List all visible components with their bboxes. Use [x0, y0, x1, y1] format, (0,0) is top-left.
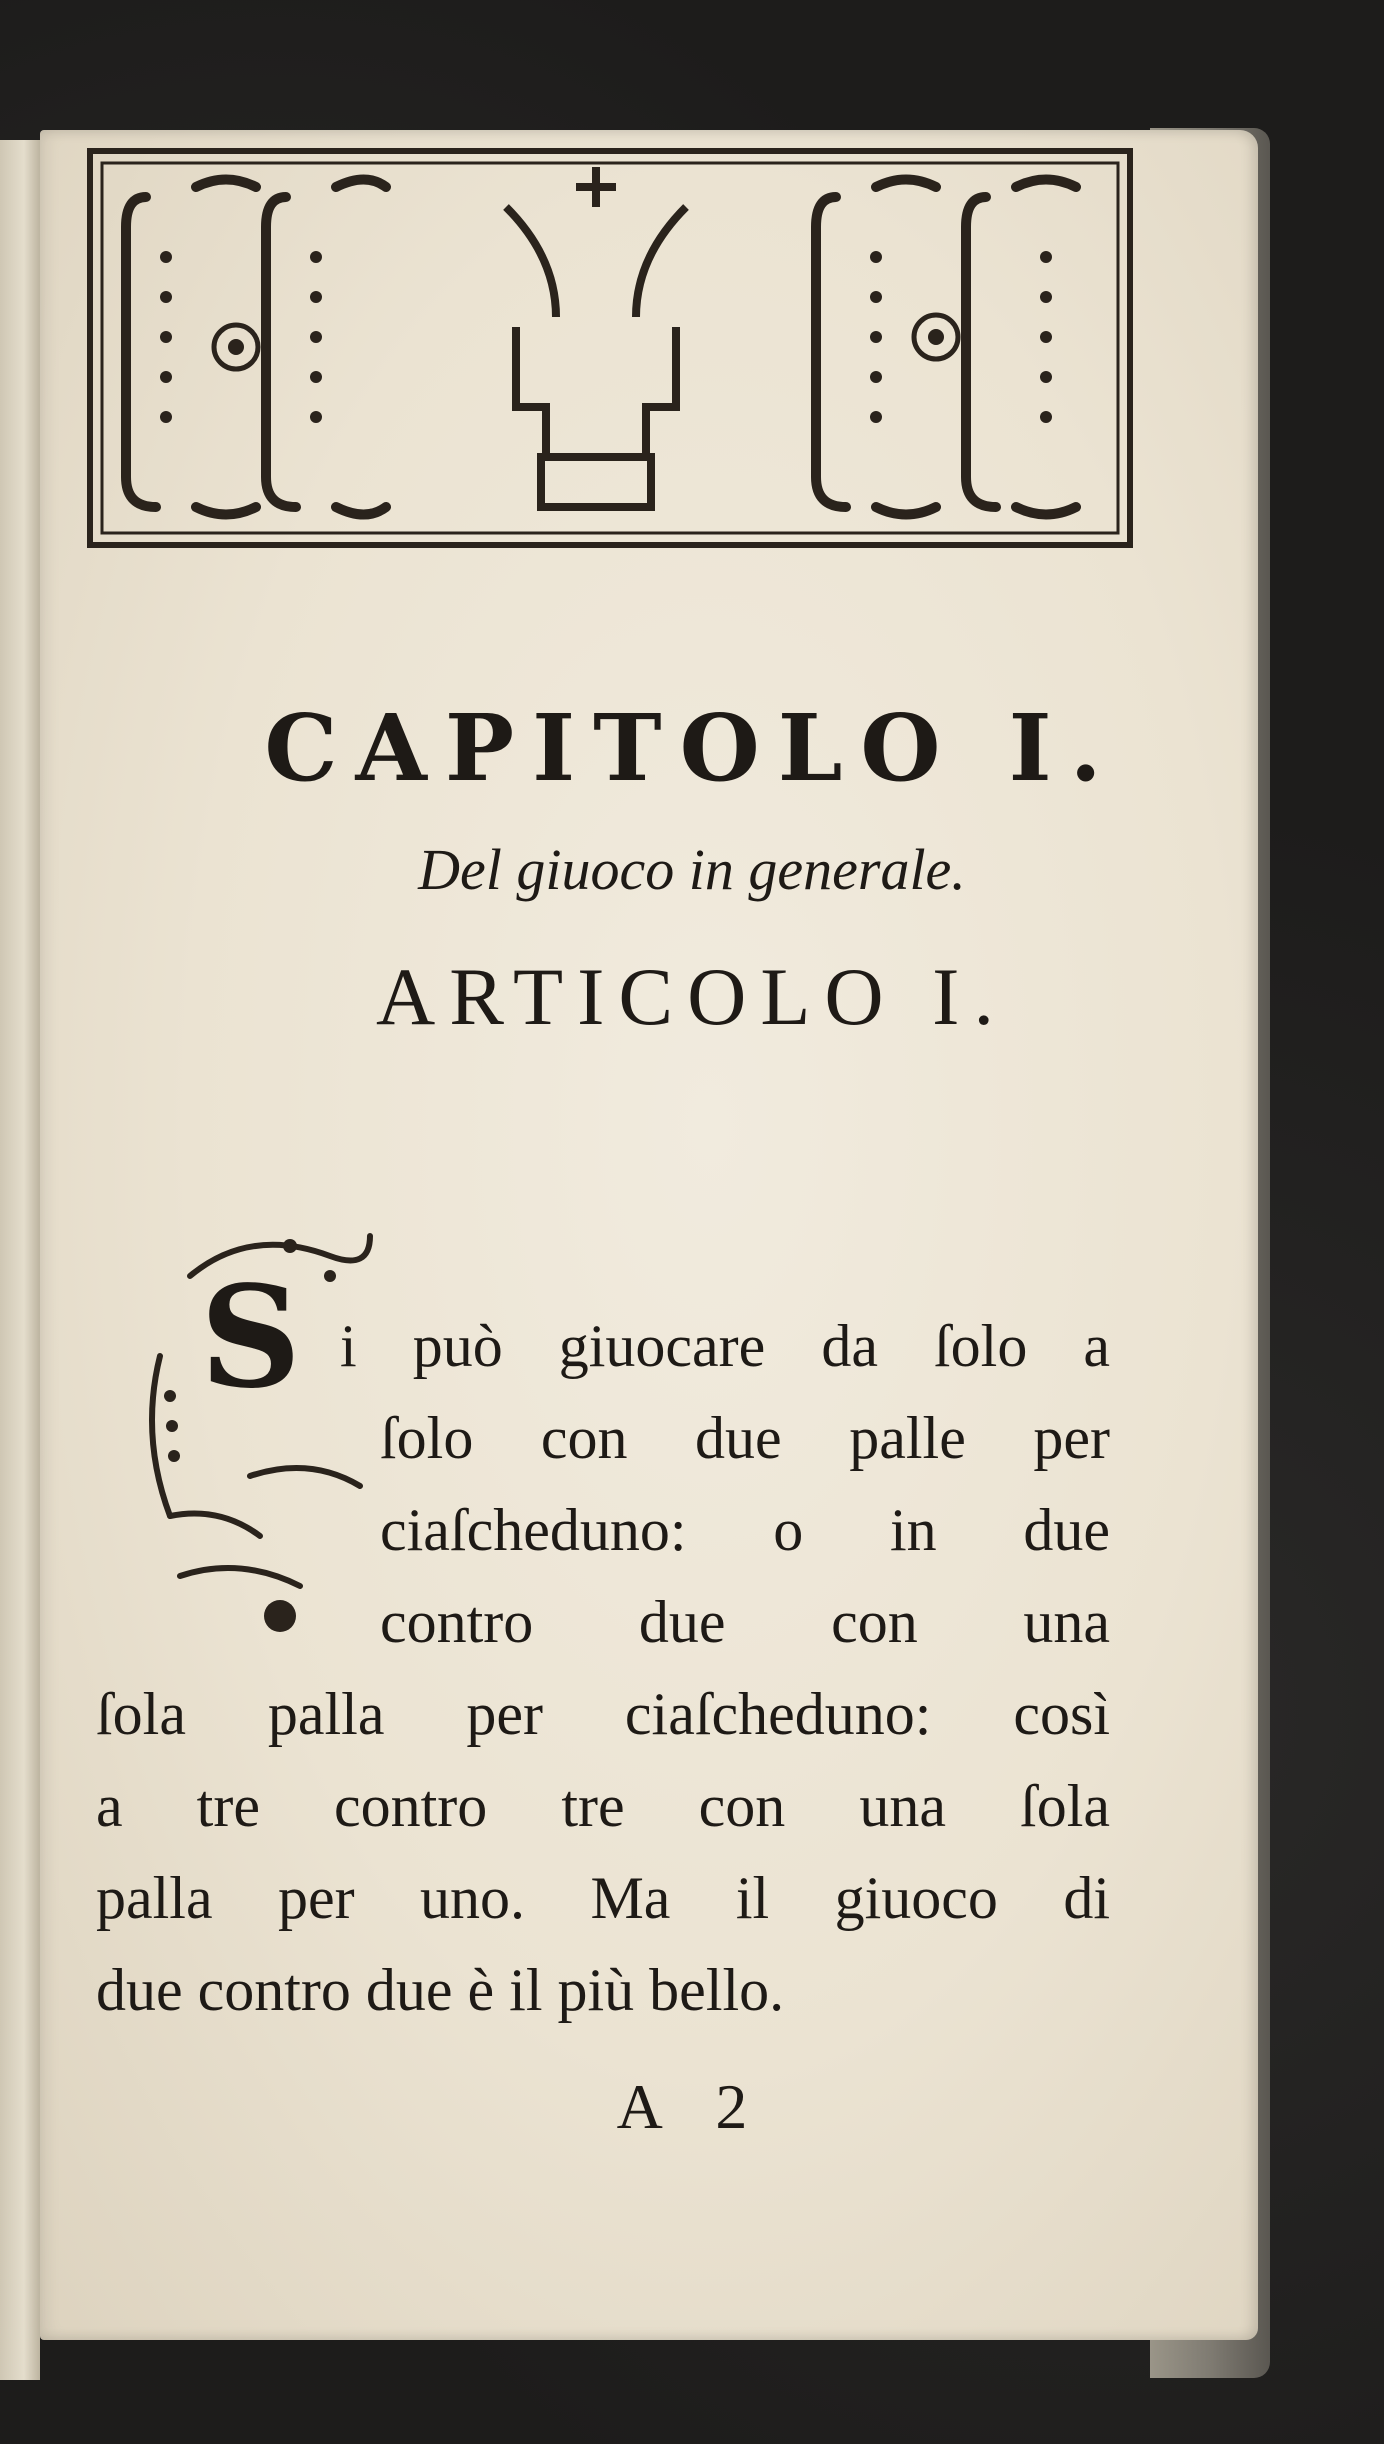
- text-line: i può giuocare da ſolo a: [340, 1313, 1110, 1379]
- text-line: palla per uno. Ma il giuoco di: [96, 1865, 1110, 1931]
- paragraph-indented-lines: [380, 1392, 1110, 1668]
- text-line: due contro due è il più bello.: [96, 1957, 785, 2023]
- left-page-edge: [0, 140, 40, 2380]
- paragraph-line-1: [340, 1300, 1110, 1392]
- chapter-subtitle: Del giuoco in generale.: [418, 837, 966, 902]
- headpiece-ornament: [86, 147, 1134, 549]
- text-line: a tre contro tre con una ſola: [96, 1773, 1110, 1839]
- text-line: contro due con una: [380, 1589, 1110, 1655]
- text-line: ſola palla per ciaſcheduno: così: [96, 1681, 1110, 1747]
- drop-cap-letter: S: [200, 1256, 302, 1420]
- signature-mark: A 2: [616, 2071, 768, 2142]
- text-line: ſolo con due palle per: [380, 1405, 1110, 1471]
- text-line: ciaſcheduno: o in due: [380, 1497, 1110, 1563]
- paragraph-full-lines: [96, 1668, 1110, 2036]
- article-title: ARTICOLO I.: [376, 951, 1008, 1042]
- chapter-title: CAPITOLO I.: [264, 694, 1120, 802]
